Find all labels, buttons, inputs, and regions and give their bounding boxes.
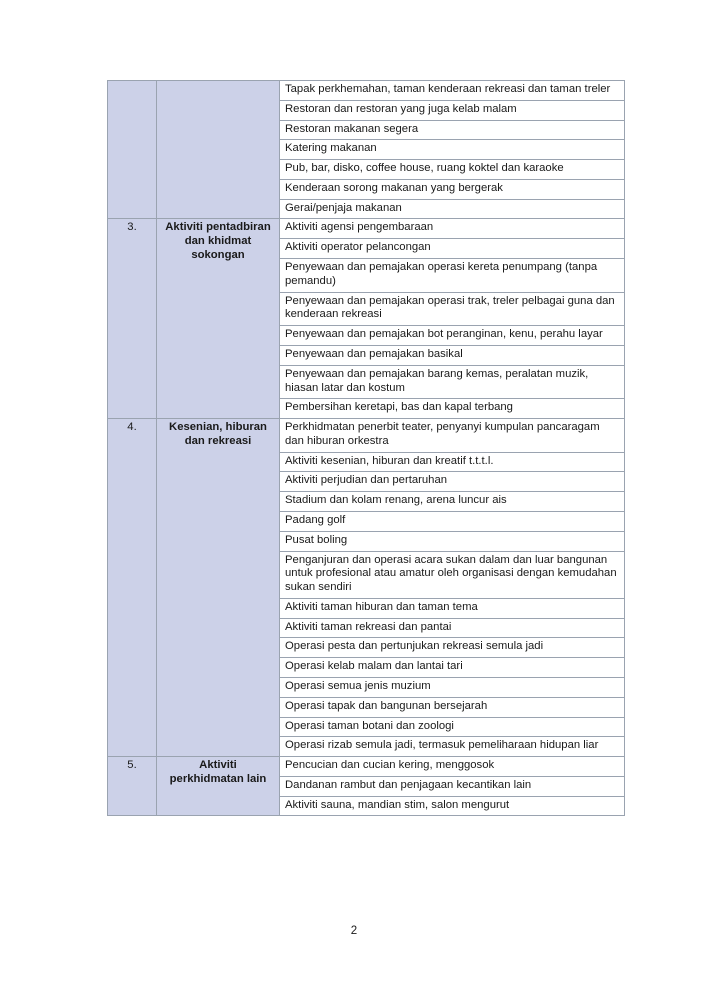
table-row — [108, 419, 625, 453]
activity-item: Aktiviti taman hiburan dan taman tema — [280, 598, 625, 618]
activity-item: Pencucian dan cucian kering, menggosok — [280, 757, 625, 777]
activity-item: Aktiviti agensi pengembaraan — [280, 219, 625, 239]
activity-item: Padang golf — [280, 511, 625, 531]
activity-item: Penyewaan dan pemajakan operasi trak, treler pelbagai guna dan kenderaan rekreasi — [280, 292, 625, 326]
activity-item: Operasi tapak dan bangunan bersejarah — [280, 697, 625, 717]
activity-item: Aktiviti perjudian dan pertaruhan — [280, 472, 625, 492]
group-category-cell — [157, 81, 280, 219]
activity-item: Aktiviti operator pelancongan — [280, 239, 625, 259]
activity-item: Stadium dan kolam renang, arena luncur ais — [280, 492, 625, 512]
activity-item: Operasi kelab malam dan lantai tari — [280, 658, 625, 678]
table-container — [107, 80, 625, 816]
activity-item: Operasi rizab semula jadi, termasuk pemeliharaan hidupan liar — [280, 737, 625, 757]
activity-item: Pusat boling — [280, 531, 625, 551]
activity-item: Pub, bar, disko, coffee house, ruang koktel dan karaoke — [280, 160, 625, 180]
activity-item: Operasi semua jenis muzium — [280, 678, 625, 698]
activity-item: Gerai/penjaja makanan — [280, 199, 625, 219]
activity-item: Operasi taman botani dan zoologi — [280, 717, 625, 737]
group-number-cell: 3. — [108, 219, 157, 419]
activity-item: Pembersihan keretapi, bas dan kapal terbang — [280, 399, 625, 419]
activity-item: Restoran dan restoran yang juga kelab malam — [280, 100, 625, 120]
activity-item: Aktiviti sauna, mandian stim, salon mengurut — [280, 796, 625, 816]
activity-item: Tapak perkhemahan, taman kenderaan rekreasi dan taman treler — [280, 81, 625, 101]
activity-item: Kenderaan sorong makanan yang bergerak — [280, 179, 625, 199]
activity-item: Penyewaan dan pemajakan barang kemas, peralatan muzik, hiasan latar dan kostum — [280, 365, 625, 399]
table-row — [108, 219, 625, 239]
group-number-cell: 5. — [108, 757, 157, 816]
activity-item: Penyewaan dan pemajakan operasi kereta penumpang (tanpa pemandu) — [280, 259, 625, 293]
activity-item: Perkhidmatan penerbit teater, penyanyi kumpulan pancaragam dan hiburan orkestra — [280, 419, 625, 453]
activity-item: Aktiviti taman rekreasi dan pantai — [280, 618, 625, 638]
activity-item: Penyewaan dan pemajakan basikal — [280, 345, 625, 365]
activity-item: Restoran makanan segera — [280, 120, 625, 140]
table-row — [108, 757, 625, 777]
activity-item: Dandanan rambut dan penjagaan kecantikan lain — [280, 776, 625, 796]
activities-table — [107, 80, 625, 816]
group-number-cell — [108, 81, 157, 219]
activity-item: Katering makanan — [280, 140, 625, 160]
group-category-cell: Aktiviti perkhidmatan lain — [157, 757, 280, 816]
table-row — [108, 81, 625, 101]
activity-item: Penganjuran dan operasi acara sukan dalam dan luar bangunan untuk profesional atau amatur oleh organisasi dengan kemudahan sukan sendiri — [280, 551, 625, 598]
table-body — [108, 81, 625, 816]
group-category-cell: Kesenian, hiburan dan rekreasi — [157, 419, 280, 757]
activity-item: Penyewaan dan pemajakan bot peranginan, kenu, perahu layar — [280, 326, 625, 346]
group-number-cell: 4. — [108, 419, 157, 757]
activity-item: Aktiviti kesenian, hiburan dan kreatif t.t.t.l. — [280, 452, 625, 472]
activity-item: Operasi pesta dan pertunjukan rekreasi semula jadi — [280, 638, 625, 658]
page-number: 2 — [350, 925, 358, 937]
group-category-cell: Aktiviti pentadbiran dan khidmat sokongan — [157, 219, 280, 419]
